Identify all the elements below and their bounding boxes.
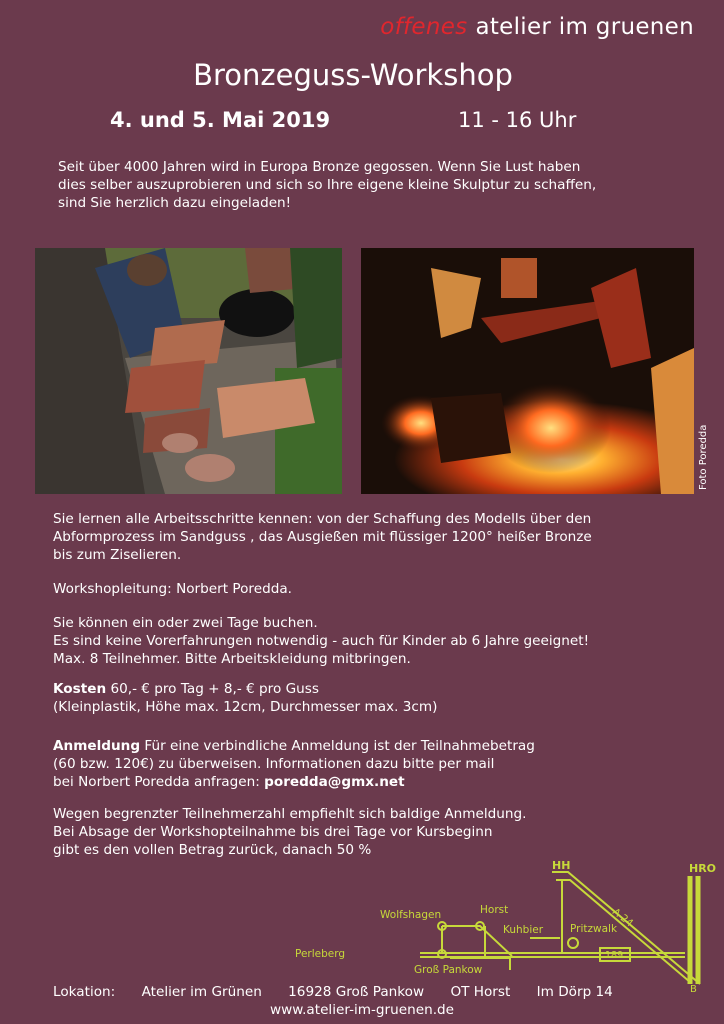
- body-line: bis zum Ziselieren.: [53, 547, 182, 563]
- map-label-wolfshagen: Wolfshagen: [380, 909, 442, 921]
- body-line: Bei Absage der Workshopteilnahme bis drei Tage vor Kursbeginn: [53, 824, 493, 840]
- booking-info: [53, 614, 693, 668]
- location-place: Atelier im Grünen: [141, 984, 262, 1000]
- map-label-horst: Horst: [480, 904, 509, 916]
- map-label-gross-pankow: Groß Pankow: [414, 964, 483, 976]
- map-label-b: B: [690, 984, 697, 992]
- event-time: 11 - 16 Uhr: [458, 108, 577, 132]
- location-district: OT Horst: [450, 984, 511, 1000]
- map-label-pritzwalk: Pritzwalk: [570, 923, 618, 935]
- brand-header: [380, 14, 694, 40]
- intro-text: [58, 158, 698, 212]
- brand-accent: offenes: [380, 14, 468, 40]
- map-label-kuhbier: Kuhbier: [503, 924, 544, 936]
- directions-map: [290, 858, 724, 992]
- body-line: Wegen begrenzter Teilnehmerzahl empfiehlt sich baldige Anmeldung.: [53, 806, 527, 822]
- body-line: Sie können ein oder zwei Tage buchen.: [53, 615, 318, 631]
- page-title: Bronzeguss-Workshop: [193, 58, 513, 92]
- workshop-leader: Workshopleitung: Norbert Poredda.: [53, 581, 292, 597]
- registration-label: Anmeldung: [53, 738, 141, 754]
- body-line: gibt es den vollen Betrag zurück, danach 50 %: [53, 842, 372, 858]
- body-line: Abformprozess im Sandguss , das Ausgießen mit flüssiger 1200° heißer Bronze: [53, 529, 592, 545]
- costs-label: Kosten: [53, 681, 107, 697]
- body-line: Max. 8 Teilnehmer. Bitte Arbeitskleidung mitbringen.: [53, 651, 411, 667]
- map-label-route-189: 189: [605, 950, 624, 961]
- photo-credit: Foto Poredda: [698, 424, 709, 490]
- location-street: Im Dörp 14: [536, 984, 613, 1000]
- intro-line: sind Sie herzlich dazu eingeladen!: [58, 195, 292, 211]
- event-date: 4. und 5. Mai 2019: [110, 108, 331, 132]
- road-line: [442, 926, 512, 956]
- brand-name: atelier im gruenen: [475, 14, 694, 40]
- workshop-description: [53, 510, 693, 564]
- body-line: (60 bzw. 120€) zu überweisen. Informationen dazu bitte per mail: [53, 756, 495, 772]
- costs-section: [53, 680, 693, 716]
- pritzwalk-marker: [568, 938, 578, 948]
- registration-section: [53, 737, 693, 791]
- map-label-hro: HRO: [689, 862, 717, 875]
- email-link[interactable]: poredda@gmx.net: [264, 774, 405, 790]
- body-line: Für eine verbindliche Anmeldung ist der Teilnahmebetrag: [140, 738, 535, 754]
- intro-line: Seit über 4000 Jahren wird in Europa Bronze gegossen. Wenn Sie Lust haben: [58, 159, 581, 175]
- body-line: Sie lernen alle Arbeitsschritte kennen: von der Schaffung des Modells über den: [53, 511, 592, 527]
- intro-line: dies selber auszuprobieren und sich so Ihre eigene kleine Skulptur zu schaffen,: [58, 177, 597, 193]
- foundry-photo: [361, 248, 694, 494]
- body-line: bei Norbert Poredda anfragen:: [53, 774, 265, 790]
- website-link[interactable]: www.atelier-im-gruenen.de: [269, 1002, 455, 1018]
- location-city: 16928 Groß Pankow: [288, 984, 425, 1000]
- location-footer: [53, 984, 635, 1000]
- costs-value: 60,- € pro Tag + 8,- € pro Guss: [106, 681, 319, 697]
- cancellation-info: [53, 805, 693, 859]
- location-label: Lokation:: [53, 984, 116, 1000]
- body-line: Es sind keine Vorerfahrungen notwendig - auch für Kinder ab 6 Jahre geeignet!: [53, 633, 590, 649]
- map-label-a24: A 24: [610, 906, 635, 930]
- map-label-perleberg: Perleberg: [295, 948, 346, 960]
- workshop-photo: [35, 248, 342, 494]
- map-label-hh: HH: [552, 859, 571, 872]
- costs-detail: (Kleinplastik, Höhe max. 12cm, Durchmesser max. 3cm): [53, 699, 438, 715]
